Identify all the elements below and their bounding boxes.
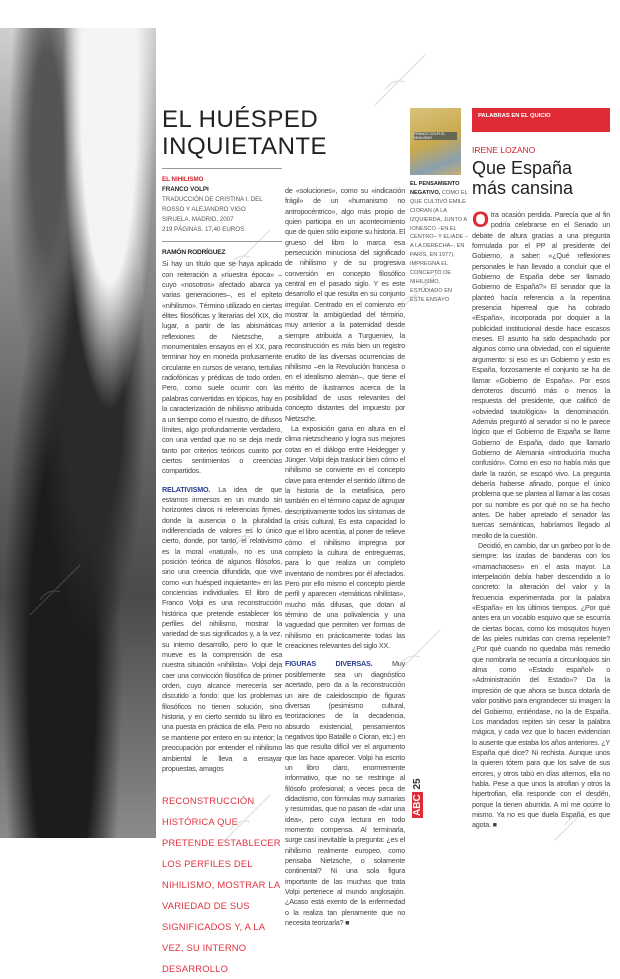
byline: RAMÓN RODRÍGUEZ: [162, 249, 226, 256]
paragraph: La idea de que estamos inmersos en un mundo sin horizontes claros ni referencias firmes, donde la ausencia o la pluralidad indiferenciada de valores es lo único cierto, donde, por tanto, el relativismo es la moral «natural», no es una posición teórica de algunos filósofos, sino una creencia difundida, que vive como «un huésped inquietante» en las conciencias individuales. El libro de Franco Volpi es una reconstrucción histórica que pretende establecer los perfiles del nihilismo, mostrar la variedad de sus significados y, a la vez, su interno desarrollo, pero lo que le mueve es la comprensión de esa nuestra situación «nihilista». Volpi deja caer una convicción filosófica de primer orden, cuyo alcance merecería ser discutido a fondo: que los problemas filosóficos no tienen solución, sino historia, y en cierto sentido su libro es una puesta en práctica de ella. Pero no se mantiene por entero en su interior; la preocupación por entender el nihilismo ambiental le lleva a ensayar propuestas, amagos: [162, 484, 282, 773]
paragraph: tra ocasión perdida. Parecía que al fin podría celebrarse en el Senado un debate de altura gracias a una pregunta formulada por el PP al presidente del Gobierno, a saber: «¿Qué reflexiones personales le han llevado a concluir que el Gobierno de España debe ser llamado Gobierno de España?» El senador que la planteó hacía referencia a la repentina presencia hiperreal que ha cobrado «España», incorporada por doquier a la publicidad institucional desde hace escasos meses. El asunto ha sido despachado por algunos como una obviedad, con el siguiente argumento: si eso es un Gobierno y esto es España, forzosamente el conjunto se ha de llamar «Gobierno de España». Por esos derroteros discurrió más o menos la respuesta del presidente, que calificó de «obviedad tautológica» la denominación. Además preguntó al senador si no le parece lógico que el Gobierno de España se llame Gobierno de España, dado que llamarlo Gobierno de Alemania «introduciría mucha confusión». Como en eso no había más que darle la razón, se escapó vivo. La pregunta debería haberse afinado, porque el único problema que se plantea al llamar a las cosas por su nombre es por qué no se ha hecho antes. De haber apretado el senador las tuercas semánticas, habríamos llegado al meollo de la cuestión.: [472, 210, 610, 540]
section-banner: [472, 108, 610, 132]
book-author: FRANCO VOLPI: [162, 186, 209, 193]
subheading: FIGURAS DIVERSAS.: [285, 659, 373, 669]
paragraph: Muy posiblemente sea un diagnóstico acertado, pero da a la reconstrucción un aire de caleidoscopio de figuras diversas (pesimismo cultural, teorizaciones de la decadencia, absurdo existencial, pensamientos negativos tipo Bataille o Cioran, etc.) en las que resulta difícil ver el argumento que las hace aparecer. Volpi ha escrito un libro claro, enormemente informativo, que no se restringe al filósofo profesional; a veces peca de didactismo, con fórmulas muy sumarias y resumidas, que no pasan de «dar una idea», pero cuya lectura en todo momento compensa. Al terminarla, surge casi inevitable la pregunta: ¿es el nihilismo realmente europeo, como pensaba Nietzsche, o solamente continental? Ni una sola figura importante de las muchas que trata Volpi pertenece al mundo anglosajón. ¿Acaso está exento de la enfermedad o la realiza tan plenamente que no necesita teorizarla? ■: [285, 659, 405, 928]
photo-cioran-portrait: [0, 28, 156, 838]
book-title: EL NIHILISMO: [162, 176, 204, 183]
column-author: IRENE LOZANO: [472, 145, 536, 155]
paragraph: Si hay un título que se haya aplicado con reiteración a «nuestra época» –cuyo «nosotros» afectado abarca ya varias generaciones–, es el epíteto «nihilismo». Término utilizado en ciertas élites filosóficas y literarias del XIX, dio lugar, a partir de las abismáticas reflexiones de Nietzsche, a monumentales ensayos en el XX, para terminar hoy en moneda profusamente circulante en cursos de verano, tertulias radiofónicas y prédicas de todo orden. Pero, como suele ocurrir con las palabras convertidas en tópicos, hay en la caracterización de nihilismo atribuida a un tiempo como el nuestro, de difusos límites, algo profundamente verdadero, con una verdad que no se deja medir tanto por criterios teóricos cuanto por ciertos sentimientos o creencias compartidos.: [162, 259, 282, 476]
drop-cap: O: [472, 207, 489, 232]
divider: [162, 168, 282, 169]
folio-brand: ABC: [412, 794, 423, 816]
title-line-1: EL HUÉSPED: [162, 106, 319, 133]
pull-quote: RECONSTRUCCIÓN HISTÓRICA QUE PRETENDE ESTABLECER LOS PERFILES DEL NIHILISMO, MOSTRAR LA VARIEDAD DE SUS SIGNIFICADOS Y, A LA VEZ, SU INTERNO DESARROLLO: [162, 795, 281, 975]
subheading: RELATIVISMO.: [162, 484, 211, 494]
cover-title: FRANCO VOLPI EL NIHILISMO: [414, 132, 457, 140]
book-cover-image: [410, 108, 461, 175]
page-folio: [412, 768, 426, 820]
book-publisher: SIRUELA. MADRID, 2007: [162, 216, 234, 223]
title-line-2: INQUIETANTE: [162, 133, 328, 160]
paragraph: La exposición gana en altura en el clima nietzscheano y logra sus mejores cotas en el diálogo entre Heidegger y Jünger. Volpi deja traslucir bien cómo el nihilismo se convierte en el concepto clave para entender el sentido último de la historia de la metafísica, pero también en el término capaz de agrupar descriptivamente todos los síntomas de la crisis cultural. Es esta capacidad lo que el libro acentúa, al poner de relieve cómo el nihilismo impregna por completo la cultura de entreguerras, para lo que realiza un completo inventario de nombres por él afectados. Pero por ello mismo el concepto pierde perfil y aparecen «temáticas nihilistas», mucho más difusas, que dotan al término de una polivalencia y una vaguedad que permiten ver formas de nihilismo en prácticamente todas las creaciones relevantes del siglo XX.: [285, 423, 405, 651]
photo-caption: [410, 180, 468, 305]
book-translation: TRADUCCIÓN DE CRISTINA I. DEL ROSSO Y ALEJANDRO VIGO: [162, 196, 263, 213]
divider: [162, 241, 282, 242]
book-pages-price: 219 PÁGINAS. 17,40 EUROS: [162, 226, 245, 233]
page-number: 25: [412, 778, 423, 790]
paragraph: Decidió, en cambio, dar un garbeo por lo de siempre: las izadas de banderas con los «mamachaoses» en el asta mayor. La interpelación debía haber descendido a lo concreto: la alteración del valor y la frecuencia experimentada por la palabra «España» en los últimos tiempos. ¿Por qué antes era un vocablo esquivo que se escurría de ciertas bocas, como los mosquitos huyen de las pieles nutridas con crema repelente? ¿Por qué cuando no quedaba más remedio que nombrarla se recurría a circunloquios sin alma como «Estado español» o «Administración del Estado»? Da la impresión de que ahora se busca dotarla de valor positivo para engrandecer su imagen: la del Gobierno, entiéndase, no la de España. Los mandados repiten sin cesar la palabra mágica, y cada vez que lo hacen evidencian lo ausente que estaba los años anteriores. ¿Y España qué dice? Ni rechista. Aunque unos la quieren tótem para que los salve de sus errores, y otros tabú en días alternos, ella no habla. Pese a que unos la atrofian y otros la hipertrofian, ella responde con el desdén, porque la tienen aburrida. A mí me ocurre lo mismo. Ya no es que duela España, es que agota. ■: [472, 541, 610, 830]
column-title: Que España más cansina: [472, 158, 574, 198]
article-column-1: [162, 248, 282, 774]
section-label: PALABRAS EN EL QUICIO: [478, 113, 551, 119]
book-info: [162, 175, 282, 235]
article-title: [162, 106, 402, 160]
watermark-logo: [370, 50, 430, 110]
article-column-2: [285, 186, 405, 928]
caption-text: COMO EL QUE CULTIVÓ EMILE CIORAN (A LA IZQUIERDA, JUNTO A IONESCO –EN EL CENTRO– Y ELIADE –A LA DERECHA–, EN PARÍS, EN 1977), IMPREGNA EL CONCEPTO DE NIHILISMO, ESTUDIADO EN ESTE ENSAYO: [410, 189, 468, 303]
paragraph: de «soluciones», como su «indicación frágil» de un «humanismo no antropocéntrico», algo más propio de quien participa en un acontecimiento que de quien sólo expone su historia. El grueso del libro lo marca esa persecución minuciosa del significado de nihilismo y de su progresiva conversión en concepto filosófico central en el pasado siglo. Y es este desarrollo el que resulta en su conjunto irregular. Centrado en el comienzo en mostrar la ambigüedad del término, muy anterior a la paternidad desde siempre atribuida a Turgueniev, la reconstrucción es más bien un registro erudito de las diversas ocurrencias de nihilismo –en la Revolución francesa o en el idealismo alemán–, que tiene el mérito de ilustrarnos acerca de la posibilidad de usos relevantes del concepto distantes del impuesto por Nietzsche.: [285, 186, 405, 423]
opinion-column: [472, 207, 610, 831]
article-column-1-flow: [162, 168, 282, 979]
opinion-column-flow: [472, 108, 610, 831]
caption-lead: EL PENSAMIENTO NEGATIVO,: [410, 181, 460, 196]
